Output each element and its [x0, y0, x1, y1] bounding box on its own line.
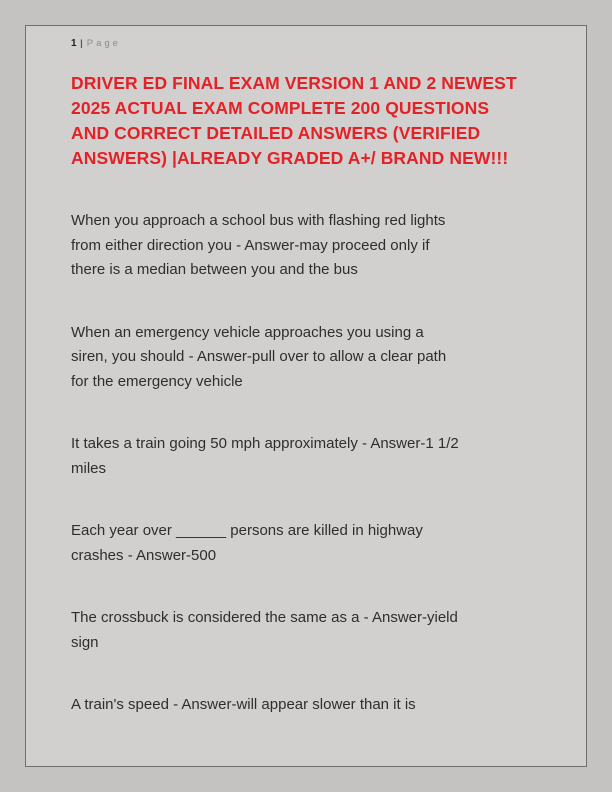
qa-paragraph-6: A train's speed - Answer-will appear slower than it is	[71, 696, 416, 713]
qa-paragraph-2: When an emergency vehicle approaches you using a siren, you should - Answer-pull over to allow a clear path for the emergency vehicle	[71, 323, 447, 390]
document-title: DRIVER ED FINAL EXAM VERSION 1 AND 2 NEWEST 2025 ACTUAL EXAM COMPLETE 200 QUESTIONS AND CORRECT DETAILED ANSWERS (VERIFIED ANSWERS) |ALREADY GRADED A+/ BRAND NEW!!!	[71, 73, 517, 168]
document-page	[25, 25, 587, 767]
qa-paragraph-1: When you approach a school bus with flashing red lights from either direction you - Answer-may proceed only if there is a median between you and the bus	[71, 212, 446, 278]
page-word: Page	[86, 38, 121, 49]
qa-paragraph-3: It takes a train going 50 mph approximately - Answer-1 1/2 miles	[71, 435, 459, 477]
header-separator: |	[80, 38, 83, 49]
qa-paragraph-5: The crossbuck is considered the same as a - Answer-yield sign	[71, 609, 458, 651]
qa-paragraph-4: Each year over ______ persons are killed in highway crashes - Answer-500	[71, 522, 423, 564]
page-number: 1	[71, 38, 78, 49]
page-header	[71, 38, 541, 50]
